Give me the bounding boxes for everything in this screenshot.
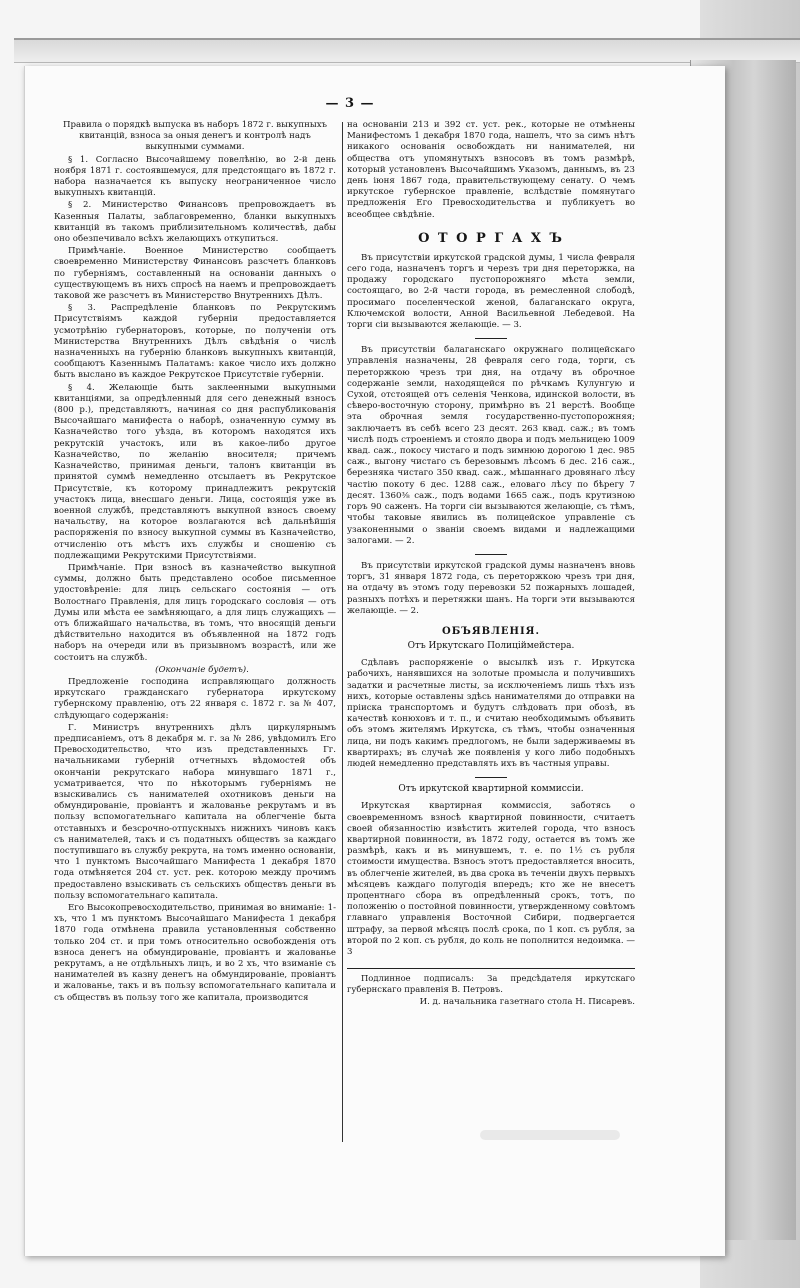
folded-top-edge [14,38,800,63]
paragraph-4: § 4. Желающiе быть заклеенными выкупными квитанцiями, за опредѣленный для сего денежный взносъ (800 р.), представляютъ, начиная со дня распубликованiя Высочайшаго манифеста о наборѣ, означенную сумму въ Казначейство того уѣзда, въ которомъ находятся ихъ рекрутскiй участокъ, или въ какое-либо другое Казначейство, по желанiю вносителя; причемъ Казначейство, принимая деньги, талонъ квитанцiи въ принятой суммѣ немедленно отсылаетъ въ Рекрутское Присутствiе, къ которому принадлежитъ рекрутскiй участокъ лица, внесшаго деньги. Лица, состоящiя уже въ военной службѣ, представляютъ выкупной взносъ своему начальству, на которое возлагаются всѣ дальнѣйшiя распоряженiя по взносу выкупной суммы въ Казначейство, отчисленiю отъ мѣстъ ихъ службы и сношенiю съ подлежащими Рекрутскими Присутствiями. [54,382,336,561]
separator [475,338,507,339]
end-note: (Окончанiе будетъ). [155,664,249,675]
note-1: Примѣчанiе. Военное Министерство сообщаетъ своевременно Министерству Финансовъ разсчетъ бланковъ по губернiямъ, составленный на основанiи данныхъ о существующемъ въ нихъ спросѣ на наемъ и препровождаетъ таковой же разсчетъ въ Министерство Внутреннихъ Дѣлъ. [54,246,336,302]
proposal-paragraph-1: Г. Министръ внутреннихъ дѣлъ циркулярнымъ предписанiемъ, отъ 8 декабря м. г. за № 286, увѣдомилъ Его Превосходительство, что изъ представленныхъ Гг. начальниками губернiй отчетныхъ вѣдомостей объ окончанiи рекрутскаго набора минувшаго 1871 г., усматривается, что по нѣкоторымъ губернiямъ не взыскивались съ нанимателей охотниковъ деньги на обмундированiе, провiантъ и жалованье рекрутамъ и въ пользу вспомогательнаго капитала на облегченiе быта отставныхъ и безсрочно-отпускныхъ нижнихъ чиновъ какъ съ нанимателей, такъ и съ податныхъ обществъ за каждаго поступившаго въ службу рекрута, на томъ именно основанiи, что 1 пунктомъ Высочайшаго Манифеста 1 декабря 1870 года отмѣняется 204 ст. уст. рек. которою между прочимъ предоставлено взыскивать съ сельскихъ обществъ деньги въ пользу вспомогательнаго капитала. [54,722,336,901]
paragraph-2: § 2. Министерство Финансовъ препровождаетъ въ Казенныя Палаты, заблаговременно, бланки выкупныхъ квитанцiй въ такомъ приблизительномъ количествѣ, дабы оно обезпечивало всѣхъ желающихъ откупиться. [54,200,336,245]
announcement-1: Сдѣлавъ распоряженiе о высылкѣ изъ г. Иркутска рабочихъ, нанявшихся на золотые промысла и получившихъ задатки и расчетные листы, за исключенiемъ лишь тѣхъ изъ нихъ, которые оставлены здѣсь нанимателями до отправки на прiиска транспортомъ и будутъ слѣдовать при обозѣ, въ качествѣ конюховъ и т. п., и считаю необходимымъ объявить объ этомъ жителямъ Иркутска, съ тѣмъ, чтобы означенныя лица, ни подъ какимъ предлогомъ, не были задерживаемы въ квартирахъ; въ случаѣ же появленiя у кого либо подобныхъ людей немедленно представлять ихъ въ частныя управы. [347,658,635,769]
left-column [54,120,336,1005]
column-divider [342,122,343,1142]
rules-title: Правила о порядкѣ выпуска въ наборъ 1872 г. выкупныхъ квитанцiй, взноса за оныя денегъ и контролѣ надъ выкупными суммами. [62,120,328,153]
separator [475,777,507,778]
note-2: Примѣчанiе. При взносѣ въ казначейство выкупной суммы, должно быть представлено особое письменное удостовѣренiе: для лицъ сельскаго состоянiя — отъ Волостнаго Правленiя, для лицъ городскаго сословiя — отъ Думы или мѣста ее замѣняющаго, а для лицъ служащихъ — отъ ближайшаго начальства, въ томъ, что вносящiй деньги дѣйствительно находится въ объявленной на 1872 годъ наборъ на очереди или въ призывномъ возрастѣ, или же состоитъ на службѣ. [54,562,336,663]
police-chief-subheading: Отъ Иркутскаго Полицiймейстера. [407,640,575,651]
announcement-2: Иркутская квартирная коммиссiя, заботясь о своевременномъ взносѣ квартирной повинности, считаетъ своей обязанностiю извѣстить жителей города, что взносъ квартирной повинности, въ 1872 году, остается въ томъ же размѣрѣ, какъ и въ минувшемъ, т. е. по 1½ съ рубля стоимости имущества. Взносъ этотъ предоставляется вносить, въ облегченiе жителей, въ два срока въ теченiи двухъ первыхъ мѣсяцевъ каждаго полугодiя впередъ; кто же не внесетъ процентнаго сбора въ опредѣленный срокъ, тотъ, по положенiю о постойной повинности, утвержденному совѣтомъ главнаго управленiя Восточной Сибири, подвергается штрафу, за первой мѣсяцъ послѣ срока, по 1 коп. съ рубля, за второй по 2 коп. съ рубля, до коль не пополнится недоимка. — 3 [347,801,635,957]
separator [475,554,507,555]
proposal-intro: Предложенiе господина исправляющаго должность иркутскаго гражданскаго губернатора иркутскому губернскому правленiю, отъ 22 января с. 1872 г. за № 407, слѣдующаго содержанiя: [54,676,336,721]
auctions-heading: О Т О Р Г А Х Ъ [418,230,564,246]
print-smudge [480,1130,620,1140]
signature-rule [347,968,635,969]
auction-3: Въ присутствiи иркутской градской думы назначенъ вновь торгъ, 31 января 1872 года, съ переторжкою чрезъ три дня, на отдачу въ этомъ году перевозки 52 пожарныхъ лошадей, разныхъ потѣхъ и перетяжки шанъ. На торги эти вызываются желающiе. — 2. [347,560,635,616]
paragraph-1: § 1. Согласно Высочайшему повелѣнiю, во 2-й день ноября 1871 г. состоявшемуся, для предстоящаго въ 1872 г. набора назначается къ выпуску неограниченное число выкупныхъ квитанцiй. [54,154,336,199]
commission-subheading: Отъ иркутской квартирной коммиссiи. [398,784,584,795]
auction-1: Въ присутствiи иркутской градской думы, 1 числа февраля сего года, назначенъ торгъ и черезъ три дня переторжка, на продажу городскаго пустопорожняго мѣста земли, состоящаго, во 2-й части города, въ ремесленной слободѣ, просимаго поселенческой женой, балаганскаго округа, Ключемской волости, Анной Васильевной Лебедевой. На торги сiи вызываются желающiе. — 3. [347,252,635,331]
signature-line-1: Подлинное подписалъ: За предсѣдателя иркутскаго губернскаго правленiя В. Петровъ. [347,973,635,995]
right-column [347,120,635,1009]
continued-paragraph: на основанiи 213 и 392 ст. уст. рек., которые не отмѣнены Манифестомъ 1 декабря 1870 года, нашелъ, что за симъ нѣтъ никакого основанiя освобождать ни нанимателей, ни общества отъ упомянутыхъ взносовъ въ томъ размѣрѣ, который установленъ Высочайшимъ Указомъ, даннымъ, въ 23 день iюня 1867 года, правительствующему сенату. О чемъ иркутское губернское правленiе, вслѣдствiе помянутаго предложенiя Его Превосходительства и публикуетъ во всеобщее свѣдѣнiе. [347,120,635,220]
auction-2: Въ присутствiи балаганскаго окружнаго полицейскаго управленiя назначены, 28 февраля сего года, торги, съ переторжкою чрезъ три дня, на отдачу въ оброчное содержанiе земли, находящейся по рѣчкамъ Кулунгую и Сухой, отстоящей отъ селенiя Ченкова, идинской волости, въ сѣверо-восточную сторону, примѣрно въ 21 верстѣ. Вообще эта оброчная земля государственно-пустопорожняя; заключаетъ въ себѣ всего 23 десят. 263 квад. саж.; въ томъ числѣ подъ строенiемъ и стояло двора и подъ мельницею 1009 квад. саж., покосу чистаго и подъ зимнюю дорогою 1 дес. 985 саж., выгону чистаго съ березовымъ лѣсомъ 6 дес. 216 саж., березняка чистаго 350 квад. саж., мѣшаннаго дровянаго лѣсу частiю покоту 6 дес. 1288 саж., еловаго лѣсу по бѣрегу 7 десят. 1360⅜ саж., подъ водами 1665 саж., подъ крутизною горъ 90 саженъ. На торги сiи вызываются желающiе, съ тѣмъ, чтобы таковые явились въ полицейское управленiе съ узаконенными о званiи своемъ видами и надлежащими залогами. — 2. [347,345,635,546]
paragraph-3: § 3. Распредѣленiе бланковъ по Рекрутскимъ Присутствiямъ каждой губернiи предоставляется усмотрѣнiю губернаторовъ, которые, по полученiи отъ Министерства Внутреннихъ Дѣлъ свѣдѣнiя о числѣ назначенныхъ на губернiю бланковъ выкупныхъ квитанцiй, сообщаютъ Казеннымъ Палатамъ: какое число ихъ должно быть выслано въ каждое Рекрутское Присутствiе губернiи. [54,303,336,381]
announcements-heading: ОБЪЯВЛЕНIЯ. [442,625,540,637]
proposal-paragraph-2: Его Высокопревосходительство, принимая во вниманiе: 1-хъ, что 1 мъ пунктомъ Высочайшаго Манифеста 1 декабря 1870 года отмѣнена правила установленныя собственно только 204 ст. и при томъ относительно освобожденiя отъ взноса денегъ на обмундированiе, провiантъ и жалованье рекрутамъ, а не отдѣльныхъ лицъ, и во 2 хъ, что взиманiе съ нанимателей въ казну денегъ на обмундированiе, провiантъ и жалованье, такъ и въ пользу вспомогательнаго капитала и съ обществъ въ пользу того же капитала, производится [54,903,336,1003]
page-number: — 3 — [325,96,375,111]
signature-line-2: И. д. начальника газетнаго стола Н. Писаревъ. [419,996,635,1007]
